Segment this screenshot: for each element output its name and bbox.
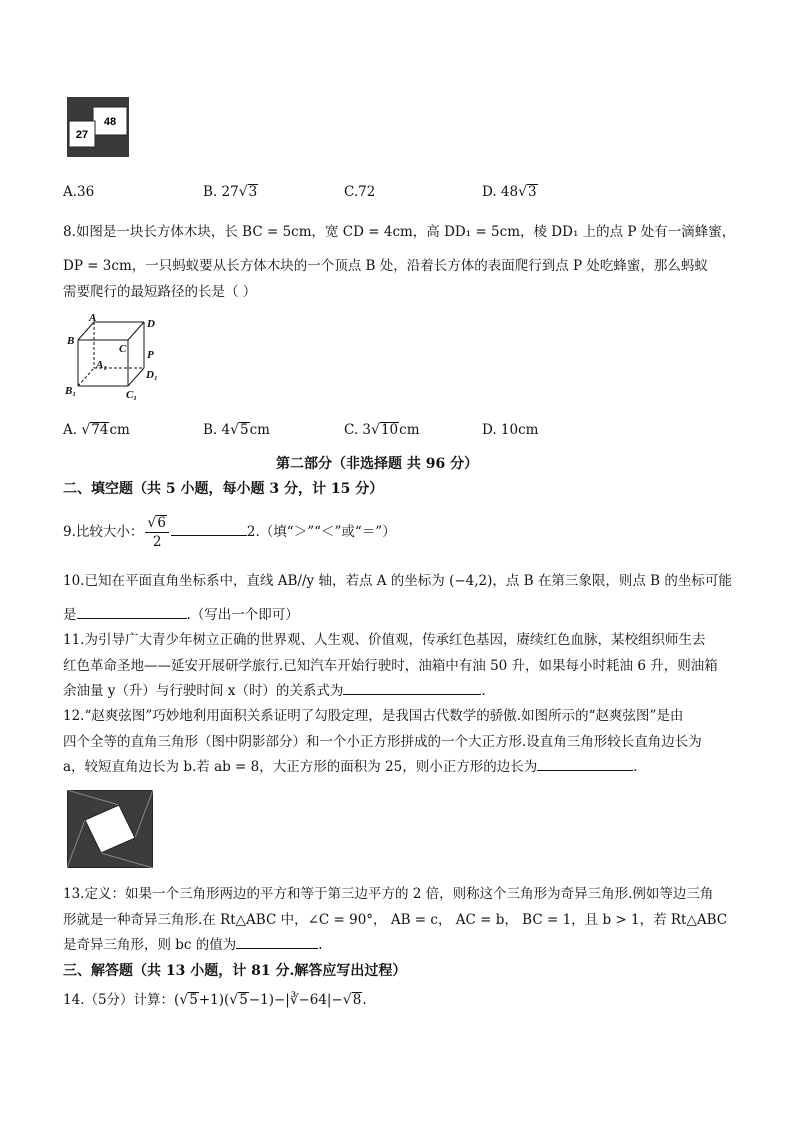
fig8-label-A: A [89,312,97,324]
fig8-label-B1: B₁ [65,385,77,397]
q10-answer-blank[interactable] [77,606,187,619]
q14-radicand-3: 8 [352,992,362,1008]
q7-option-a: A.36 [63,184,95,200]
q9-answer-blank[interactable] [171,523,247,536]
q11-answer-blank[interactable] [343,682,481,695]
q10-line2-suffix: .（写出一个即可） [186,607,299,623]
q8-option-b-unit: cm [249,422,270,438]
q14-radicand-2: 5 [239,992,248,1008]
fig8-label-C1: C₁ [126,389,138,401]
q9-fraction: $\frac{√6}{2}$ [145,514,169,551]
q8-option-c-radicand: 10 [380,422,399,438]
q11-line2: 红色革命圣地——延安开展研学旅行.已知汽车开始行驶时，油箱中有油 50 升，如果每小时耗油 6 升，则油箱 [63,658,718,674]
q8-option-a-prefix: A. [63,422,82,438]
q7-figure [67,97,129,157]
q12-line2: 四个全等的直角三角形（图中阴影部分）和一个小正方形拼成的一个大正方形.设直角三角形较长直角边长为 [63,734,702,750]
q12-line3 [63,757,638,777]
q11-line1: 11.为引导广大青少年树立正确的世界观、人生观、价值观，传承红色基因，赓续红色血脉，某校组织师生去 [63,632,706,648]
q8-line2: DP = 3cm，一只蚂蚁要从长方体木块的一个顶点 B 处，沿着长方体的表面爬行到点 P 处吃蜂蜜，那么蚂蚁 [63,258,708,274]
q14-mid2: −1)−| [248,992,290,1008]
q8-option-a: A. √74cm [63,422,130,438]
q13-line1: 13.定义：如果一个三角形两边的平方和等于第三边平方的 2 倍，则称这个三角形为奇异三角形.例如等边三角 [63,886,714,902]
q7-option-d: D. 48√3 [482,184,537,200]
fig8-label-B: B [67,335,75,347]
q8-option-a-unit: cm [109,422,130,438]
q14-radicand-1: 5 [189,992,198,1008]
q8-line3: 需要爬行的最短路径的长是（ ） [63,284,257,300]
q12-line1: 12.“赵爽弦图”巧妙地利用面积关系证明了勾股定理，是我国古代数学的骄傲.如图所示的“赵爽弦图”是由 [63,708,684,724]
section3-title: 三、解答题（共 13 小题，计 81 分.解答应写出过程） [63,963,407,979]
q11-line3 [63,681,486,701]
q8-option-b: B. 4√5cm [203,422,270,438]
q9-prefix: 9.比较大小： [63,524,144,540]
q10-line2-prefix: 是 [63,607,77,623]
q13-line3 [63,935,323,955]
q12-answer-blank[interactable] [537,758,633,771]
q9-fraction-den: 2 [152,534,162,550]
q8-line1: 8.如图是一块长方体木块，长 BC = 5cm，宽 CD = 4cm，高 DD₁ = 5cm，棱 DD₁ 上的点 P 处有一滴蜂蜜， [63,224,736,240]
q12-zhaoshuang-figure [67,790,153,868]
q8-option-b-radicand: 5 [240,422,249,438]
q8-option-b-prefix: B. 4 [203,422,231,438]
q14: 14.（5分）计算：(√5+1)(√5−1)−|∛−64|−√8. [63,992,367,1008]
section2-title: 二、填空题（共 5 小题，每小题 3 分，计 15 分） [63,481,384,497]
q8-option-c-unit: cm [399,422,420,438]
fig8-label-A1: A₁ [96,359,108,371]
q8-option-d: D. 10cm [482,422,539,438]
q13-line3-suffix: . [318,937,323,953]
q7-option-d-radicand: 3 [528,184,537,200]
q8-option-c: C. 3√10cm [344,422,420,438]
q8-option-c-prefix: C. 3 [344,422,372,438]
q7-option-b-radicand: 3 [248,184,258,200]
q7-option-c: C.72 [344,184,376,200]
q7-option-b: B. 27√3 [203,184,258,200]
q14-mid1: +1)( [198,992,230,1008]
q13-line3-prefix: 是奇异三角形，则 bc 的值为 [63,937,237,953]
q9 [63,512,396,552]
q12-line3-prefix: a，较短直角边长为 b.若 ab = 8，大正方形的面积为 25，则小正方形的边长为 [63,759,538,775]
q14-end: . [362,992,367,1008]
q11-line3-suffix: . [481,683,486,699]
q8-cuboid-figure [62,312,172,404]
q13-line2: 形就是一种奇异三角形.在 Rt△ABC 中，∠C = 90°， AB = c， AC = b， BC = 1，且 b > 1，若 Rt△ABC [63,912,728,928]
q14-mid3: |− [326,992,343,1008]
q7-option-b-prefix: B. 27 [203,184,239,200]
q8-option-a-radicand: 74 [91,422,109,438]
q14-prefix: 14.（5分）计算：( [63,992,180,1008]
fig8-label-P: P [147,349,154,361]
q12-line3-suffix: . [633,759,638,775]
fig8-label-D: D [147,318,155,330]
fig8-label-D1: D₁ [146,369,158,381]
q13-answer-blank[interactable] [236,936,318,949]
part2-title: 第二部分（非选择题 共 96 分） [276,456,479,472]
q11-line3-prefix: 余油量 y（升）与行驶时间 x（时）的关系式为 [63,683,344,699]
q10-line2 [63,605,299,625]
q14-cube-root: ∛−64 [289,992,327,1008]
q9-fraction-num-radicand: 6 [157,515,166,531]
fig7-label-48: 48 [103,116,117,128]
q10-line1: 10.已知在平面直角坐标系中，直线 AB//y 轴，若点 A 的坐标为 (−4,2)，点 B 在第三象限，则点 B 的坐标可能 [63,573,732,589]
q9-after: 2.（填“＞”“＜”或“＝”） [246,524,396,540]
fig7-label-27: 27 [75,129,89,141]
fig8-label-C: C [119,343,127,355]
q7-option-d-prefix: D. 48 [482,184,519,200]
